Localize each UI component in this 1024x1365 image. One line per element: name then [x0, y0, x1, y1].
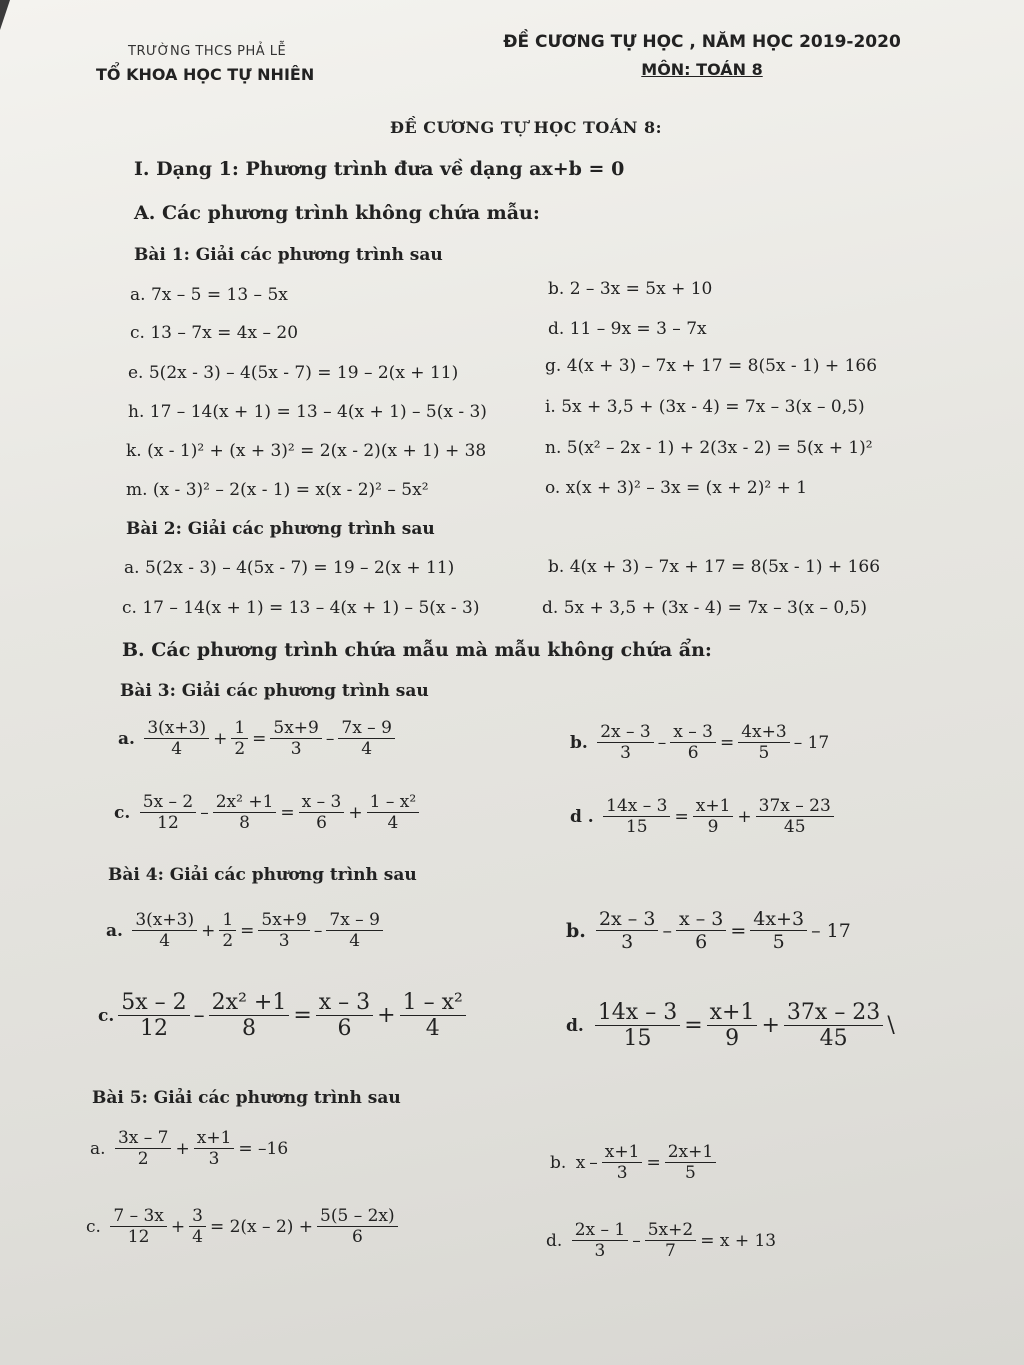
math-symbol: – — [200, 802, 209, 823]
fraction — [597, 722, 654, 763]
fraction — [219, 910, 236, 951]
fraction — [110, 1206, 167, 1247]
math-symbol: + — [377, 1003, 396, 1028]
math-symbol: d. — [546, 1230, 563, 1251]
fraction — [316, 990, 373, 1041]
fraction — [326, 910, 383, 951]
denominator: 4 — [387, 813, 399, 833]
numerator: 2x² +1 — [213, 792, 277, 813]
denominator: 4 — [171, 739, 183, 759]
math-symbol: = — [293, 1003, 312, 1028]
numerator: 4x+3 — [750, 908, 807, 931]
exercise-1i: i. 5x + 3,5 + (3x - 4) = 7x – 3(x – 0,5) — [545, 397, 865, 417]
fraction — [738, 722, 789, 763]
exercise-2a: a. 5(2x - 3) – 4(5x - 7) = 19 – 2(x + 11) — [124, 558, 455, 578]
denominator: 5 — [772, 931, 785, 953]
exercise-4b — [564, 908, 853, 953]
fraction — [258, 910, 309, 951]
math-symbol: = x + 13 — [700, 1230, 777, 1251]
exercise-3d — [568, 796, 836, 837]
fraction — [317, 1206, 398, 1247]
fraction — [670, 722, 716, 763]
part-b-heading: B. Các phương trình chứa mẫu mà mẫu không chứa ẩn: — [122, 639, 712, 661]
exercise-3-title: Bài 3: Giải các phương trình sau — [120, 681, 429, 701]
numerator: 5x – 2 — [118, 990, 189, 1016]
numerator: x – 3 — [299, 792, 345, 813]
denominator: 6 — [316, 813, 327, 833]
fraction — [270, 718, 321, 759]
math-symbol: – — [325, 728, 335, 749]
numerator: 3 — [189, 1206, 206, 1227]
math-symbol: b. — [550, 1152, 567, 1173]
numerator: 37x – 23 — [784, 1000, 883, 1026]
header-right — [492, 32, 912, 79]
label: a. — [118, 728, 135, 749]
exercise-2b: b. 4(x + 3) – 7x + 17 = 8(5x - 1) + 166 — [548, 557, 881, 577]
exercise-4c — [96, 990, 468, 1041]
math-symbol: = –16 — [238, 1138, 289, 1159]
numerator: 4x+3 — [738, 722, 789, 743]
math-symbol: – 17 — [811, 919, 851, 942]
numerator: 2x – 1 — [572, 1220, 629, 1241]
exercise-4a — [104, 910, 385, 951]
math-symbol: = — [280, 802, 295, 823]
denominator: 5 — [685, 1163, 696, 1183]
math-symbol: – — [632, 1230, 641, 1251]
fraction — [595, 1000, 680, 1051]
fraction — [338, 718, 395, 759]
numerator: 7 – 3x — [110, 1206, 167, 1227]
exercise-1b: b. 2 – 3x = 5x + 10 — [548, 279, 713, 299]
math-symbol: = — [646, 1152, 661, 1173]
exercise-1c: c. 13 – 7x = 4x – 20 — [130, 323, 299, 343]
math-symbol: + — [213, 728, 228, 749]
fraction — [676, 908, 726, 953]
exercise-3b — [568, 722, 831, 763]
numerator: x – 3 — [670, 722, 716, 743]
denominator: 5 — [758, 743, 770, 763]
fraction — [784, 1000, 883, 1051]
fraction — [299, 792, 345, 833]
numerator: 5(5 – 2x) — [317, 1206, 398, 1227]
math-symbol: a. — [106, 920, 123, 941]
exercise-1m: m. (x - 3)² – 2(x - 1) = x(x - 2)² – 5x² — [126, 480, 429, 500]
fraction — [645, 1220, 696, 1261]
document-title: ĐỀ CƯƠNG TỰ HỌC TOÁN 8: — [390, 118, 663, 137]
denominator: 9 — [707, 817, 719, 837]
numerator: 1 — [231, 718, 248, 739]
numerator: 14x – 3 — [595, 1000, 680, 1026]
exercise-1g: g. 4(x + 3) – 7x + 17 = 8(5x - 1) + 166 — [545, 356, 878, 376]
math-symbol: – — [193, 1003, 205, 1028]
denominator: 45 — [819, 1026, 848, 1051]
denominator: 2 — [234, 739, 246, 759]
numerator: 2x+1 — [665, 1142, 716, 1163]
fraction — [144, 718, 209, 759]
denominator: 3 — [208, 1149, 220, 1169]
denominator: 4 — [159, 931, 171, 951]
denominator: 3 — [621, 931, 634, 953]
math-symbol: x — [575, 1152, 586, 1173]
numerator: 7x – 9 — [326, 910, 383, 931]
denominator: 12 — [127, 1227, 150, 1247]
numerator: 1 – x² — [400, 990, 466, 1016]
numerator: x – 3 — [676, 908, 726, 931]
math-symbol: = — [674, 806, 689, 827]
denominator: 3 — [594, 1241, 606, 1261]
fraction — [132, 910, 197, 951]
numerator: x+1 — [194, 1128, 235, 1149]
denominator: 4 — [349, 931, 361, 951]
exercise-1k: k. (x - 1)² + (x + 3)² = 2(x - 2)(x + 1) + 38 — [126, 441, 487, 461]
math-symbol: + — [737, 806, 752, 827]
math-symbol: – — [589, 1152, 598, 1173]
fraction — [596, 908, 658, 953]
numerator: 5x – 2 — [140, 792, 197, 813]
exercise-1d: d. 11 – 9x = 3 – 7x — [548, 319, 707, 339]
fraction — [572, 1220, 629, 1261]
fraction — [750, 908, 807, 953]
numerator: 37x – 23 — [756, 796, 834, 817]
denominator: 4 — [425, 1016, 440, 1041]
fraction — [400, 990, 466, 1041]
numerator: 7x – 9 — [338, 718, 395, 739]
exercise-4d — [564, 1000, 897, 1051]
math-symbol: d. — [566, 1015, 584, 1036]
math-symbol: d . — [570, 806, 594, 827]
fraction — [213, 792, 277, 833]
exercise-3c — [112, 792, 421, 833]
denominator: 45 — [783, 817, 806, 837]
fraction — [118, 990, 189, 1041]
fraction — [115, 1128, 172, 1169]
denominator: 8 — [242, 1016, 256, 1041]
math-symbol: \ — [887, 1013, 895, 1038]
numerator: 3(x+3) — [132, 910, 197, 931]
denominator: 15 — [623, 1026, 652, 1051]
denominator: 6 — [351, 1227, 363, 1247]
numerator: x+1 — [602, 1142, 643, 1163]
denominator: 2 — [222, 931, 234, 951]
exercise-1e: e. 5(2x - 3) – 4(5x - 7) = 19 – 2(x + 11) — [128, 363, 459, 383]
math-symbol: – 17 — [793, 732, 830, 753]
math-symbol: = — [252, 728, 267, 749]
numerator: 1 — [219, 910, 236, 931]
math-symbol: b. — [566, 919, 586, 942]
fraction — [602, 1142, 643, 1183]
exercise-1-title: Bài 1: Giải các phương trình sau — [134, 245, 443, 265]
denominator: 3 — [616, 1163, 628, 1183]
fraction — [603, 796, 670, 837]
math-symbol: + — [201, 920, 216, 941]
numerator: 2x – 3 — [597, 722, 654, 743]
denominator: 15 — [625, 817, 648, 837]
numerator: x – 3 — [316, 990, 373, 1016]
header-left — [96, 44, 314, 84]
fraction — [756, 796, 834, 837]
exercise-1o: o. x(x + 3)² – 3x = (x + 2)² + 1 — [545, 478, 808, 498]
math-symbol: = 2(x – 2) + — [209, 1216, 314, 1237]
math-symbol: = — [240, 920, 255, 941]
math-symbol: + — [761, 1013, 780, 1038]
math-symbol: c. — [98, 1005, 115, 1026]
exercise-4-title: Bài 4: Giải các phương trình sau — [108, 865, 417, 885]
math-symbol: c. — [114, 802, 131, 823]
denominator: 9 — [725, 1026, 740, 1051]
math-symbol: – — [657, 732, 667, 753]
fraction — [231, 718, 248, 759]
exercise-1h: h. 17 – 14(x + 1) = 13 – 4(x + 1) – 5(x - 3) — [128, 402, 487, 422]
denominator: 3 — [620, 743, 631, 763]
numerator: x+1 — [707, 1000, 758, 1026]
math-symbol: – — [662, 919, 672, 942]
math-symbol: + — [175, 1138, 190, 1159]
denominator: 4 — [361, 739, 373, 759]
denominator: 12 — [157, 813, 179, 833]
exercise-5-title: Bài 5: Giải các phương trình sau — [92, 1088, 401, 1108]
header-title: ĐỀ CƯƠNG TỰ HỌC , NĂM HỌC 2019-2020 — [503, 32, 901, 52]
denominator: 8 — [239, 813, 250, 833]
exercise-1n: n. 5(x² – 2x - 1) + 2(3x - 2) = 5(x + 1)² — [545, 438, 873, 458]
denominator: 3 — [290, 739, 302, 759]
exercise-3a — [116, 718, 397, 759]
numerator: 5x+2 — [645, 1220, 696, 1241]
fraction — [693, 796, 734, 837]
denominator: 2 — [137, 1149, 149, 1169]
exercise-5a — [88, 1128, 290, 1169]
numerator: 3(x+3) — [144, 718, 209, 739]
exercise-5b — [548, 1142, 718, 1183]
denominator: 12 — [139, 1016, 168, 1041]
exercise-2c: c. 17 – 14(x + 1) = 13 – 4(x + 1) – 5(x - 3) — [122, 598, 480, 618]
part-a-heading: A. Các phương trình không chứa mẫu: — [134, 202, 540, 224]
school-name: TRƯỜNG THCS PHẢ LỄ — [128, 44, 287, 59]
exercise-2d: d. 5x + 3,5 + (3x - 4) = 7x – 3(x – 0,5) — [542, 598, 868, 618]
numerator: 14x – 3 — [603, 796, 670, 817]
fraction — [665, 1142, 716, 1183]
denominator: 4 — [192, 1227, 203, 1247]
exercise-1a: a. 7x – 5 = 13 – 5x — [130, 285, 288, 305]
fraction — [189, 1206, 206, 1247]
page-corner-shadow — [0, 0, 10, 30]
numerator: 2x – 3 — [596, 908, 658, 931]
denominator: 6 — [337, 1016, 352, 1041]
math-symbol: + — [170, 1216, 186, 1237]
exercise-5c — [84, 1206, 400, 1247]
math-symbol: a. — [90, 1138, 106, 1159]
exercise-5d — [544, 1220, 778, 1261]
math-symbol: b. — [570, 732, 588, 753]
denominator: 6 — [695, 931, 708, 953]
fraction — [209, 990, 290, 1041]
math-symbol: = — [684, 1013, 703, 1038]
numerator: 2x² +1 — [209, 990, 290, 1016]
fraction — [194, 1128, 235, 1169]
numerator: 1 – x² — [367, 792, 420, 813]
math-symbol: = — [719, 732, 735, 753]
numerator: 5x+9 — [270, 718, 321, 739]
denominator: 6 — [687, 743, 699, 763]
numerator: 5x+9 — [258, 910, 309, 931]
denominator: 7 — [665, 1241, 676, 1261]
denominator: 3 — [278, 931, 290, 951]
fraction — [367, 792, 420, 833]
numerator: x+1 — [693, 796, 734, 817]
fraction — [707, 1000, 758, 1051]
exercise-2-title: Bài 2: Giải các phương trình sau — [126, 519, 435, 539]
math-symbol: c. — [86, 1216, 101, 1237]
section-heading: I. Dạng 1: Phương trình đưa về dạng ax+b = 0 — [134, 158, 625, 180]
department-name: TỔ KHOA HỌC TỰ NHIÊN — [96, 65, 315, 84]
subject-title: MÔN: TOÁN 8 — [641, 60, 763, 79]
fraction — [140, 792, 197, 833]
math-symbol: – — [313, 920, 323, 941]
math-symbol: = — [730, 919, 747, 942]
math-symbol: + — [348, 802, 363, 823]
numerator: 3x – 7 — [115, 1128, 172, 1149]
